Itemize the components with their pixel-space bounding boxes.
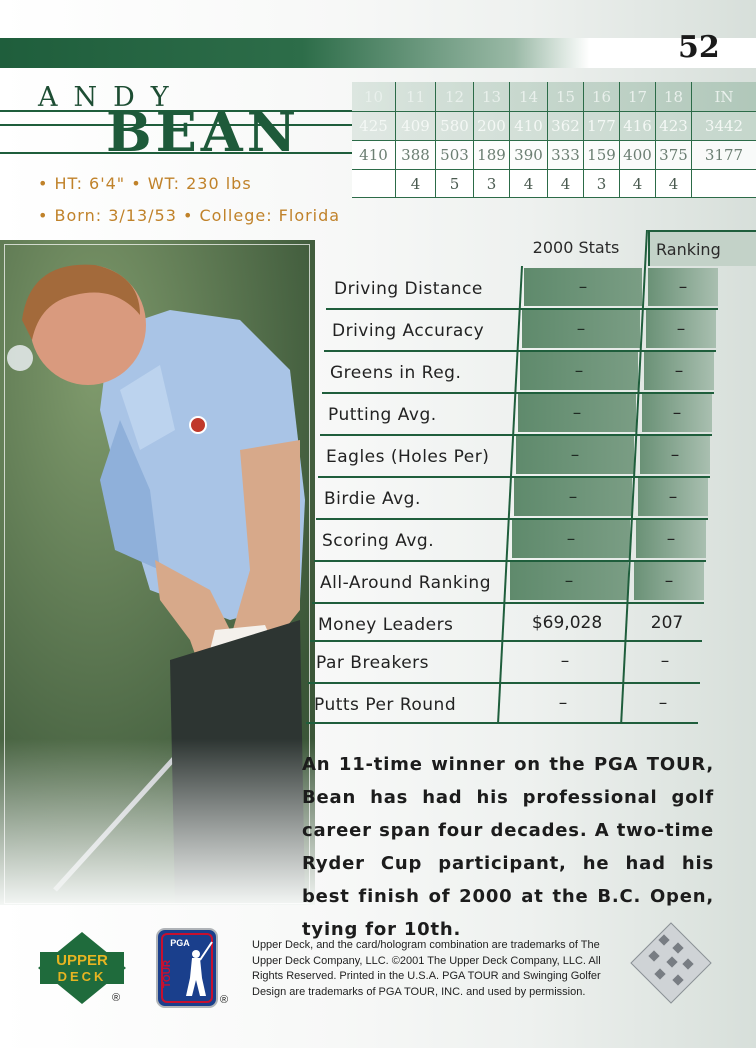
scorecard-cell: 10: [352, 82, 396, 111]
scorecard-cell: 15: [548, 82, 584, 111]
stat-rank: –: [644, 352, 714, 390]
stat-rule: [306, 722, 698, 724]
scorecard-rule: [352, 111, 756, 112]
scorecard-yardage-row-a: [352, 111, 756, 140]
stat-value: –: [522, 310, 640, 348]
scorecard-cell: 11: [396, 82, 436, 111]
scorecard-cell: 410: [510, 111, 548, 140]
stat-label: Driving Distance: [334, 278, 483, 299]
ud-registered-mark: ®: [112, 992, 121, 1004]
scorecard-cell: 409: [396, 111, 436, 140]
scorecard-cell: 177: [584, 111, 620, 140]
legal-text: Upper Deck, and the card/hologram combination are trademarks of The Upper Deck Company, LLC. ©2001 The Upper Deck Company, LLC. All Rights Reserved. Printed in the U.S.A. PGA TOUR and Swinging Golfer Design are trademarks of PGA TOUR, INC. and used by permission.: [252, 939, 601, 998]
scorecard-cell: 4: [656, 169, 692, 198]
scorecard-cell: 375: [656, 140, 692, 169]
scorecard-holes-row: [352, 82, 756, 111]
stat-label: Greens in Reg.: [330, 362, 462, 383]
stat-value: –: [520, 352, 638, 390]
stat-value: –: [518, 394, 636, 432]
stats-column-header: 2000 Stats: [532, 237, 620, 257]
scorecard-cell: IN: [714, 87, 734, 106]
stat-value: –: [510, 562, 628, 600]
stat-value: –: [558, 693, 568, 713]
scorecard-cell: 3: [474, 169, 510, 198]
scorecard-cell: [352, 169, 396, 198]
scorecard-cell: 390: [510, 140, 548, 169]
scorecard-cell: 4: [396, 169, 436, 198]
scorecard-cell: 503: [436, 140, 474, 169]
player-first-name: ANDY: [38, 82, 185, 113]
ranking-column-header: Ranking: [648, 230, 756, 266]
scorecard-cell: 5: [436, 169, 474, 198]
scorecard-cell: 189: [474, 140, 510, 169]
player-bio-text: An 11-time winner on the PGA TOUR, Bean has had his professional golf career span four decades. A two-time Ryder Cup participant, he had his best finish of 2000 at the B.C. Open, tying for 10th.: [302, 754, 714, 940]
stat-rank: –: [640, 436, 710, 474]
stat-label: Money Leaders: [318, 614, 454, 635]
scorecard-rule: [352, 197, 756, 198]
stat-label: Birdie Avg.: [324, 488, 421, 509]
stat-rank: –: [636, 520, 706, 558]
stat-label: Putts Per Round: [314, 694, 457, 715]
scorecard-cell: 18: [656, 82, 692, 111]
scorecard-cell: 416: [620, 111, 656, 140]
scorecard-par-row: [352, 169, 756, 198]
player-last-name: BEAN: [106, 100, 301, 164]
scorecard-cell: 410: [352, 140, 396, 169]
stat-rank: –: [658, 693, 668, 713]
hologram-graphic: [630, 922, 712, 1004]
stat-label: Par Breakers: [316, 652, 429, 673]
stat-label: All-Around Ranking: [320, 572, 491, 593]
scorecard-cell: 423: [656, 111, 692, 140]
stat-rank: –: [660, 651, 670, 671]
pga-registered-mark: ®: [220, 994, 229, 1006]
stat-rank: 207: [650, 613, 684, 633]
stat-value: –: [524, 268, 642, 306]
scorecard-rule: [352, 169, 756, 170]
scorecard-cell: 159: [584, 140, 620, 169]
stat-rank: –: [648, 268, 718, 306]
scorecard-cell: 16: [584, 82, 620, 111]
scorecard-cell: 13: [474, 82, 510, 111]
hologram-icon: [630, 922, 712, 1004]
scorecard-cell: [692, 169, 756, 198]
pga-tour-logo: [156, 928, 229, 1008]
scorecard-cell: 4: [548, 169, 584, 198]
bio-born-college: • Born: 3/13/53 • College: Florida: [38, 206, 341, 225]
stat-value: –: [514, 478, 632, 516]
stat-rank: –: [638, 478, 708, 516]
scorecard-cell: 17: [620, 82, 656, 111]
scorecard-cell: 4: [510, 169, 548, 198]
bio-height-weight: • HT: 6'4" • WT: 230 lbs: [38, 174, 252, 193]
ud-text-upper: UPPER: [56, 952, 108, 969]
stat-label: Scoring Avg.: [322, 530, 435, 551]
ud-text-deck: DECK: [57, 969, 107, 984]
scorecard-cell: 12: [436, 82, 474, 111]
scorecard-cell: 3442: [704, 116, 744, 135]
stat-rank: –: [642, 394, 712, 432]
scorecard-cell: 333: [548, 140, 584, 169]
stat-value: $69,028: [531, 613, 603, 633]
scorecard-cell: 362: [548, 111, 584, 140]
stat-label: Putting Avg.: [328, 404, 437, 425]
card-number: 52: [678, 30, 720, 65]
scorecard-cell: 3177: [704, 145, 744, 164]
photo-frame: [4, 244, 310, 904]
scorecard-cell: 400: [620, 140, 656, 169]
scorecard-yardage-row-b: [352, 140, 756, 169]
pga-text: PGA: [170, 938, 190, 948]
pga-tour-logo-graphic: [156, 928, 218, 1008]
upper-deck-logo: [36, 930, 128, 1006]
scorecard-cell: 3: [584, 169, 620, 198]
tour-text: TOUR: [162, 959, 173, 988]
scorecard-grid: [352, 82, 756, 198]
stat-value: –: [512, 520, 630, 558]
scorecard-cell: 388: [396, 140, 436, 169]
stat-label: Eagles (Holes Per): [326, 446, 490, 467]
stat-value: –: [560, 651, 570, 671]
scorecard-rule: [352, 140, 756, 141]
stat-value: –: [516, 436, 634, 474]
scorecard-cell: 425: [352, 111, 396, 140]
stat-rank: –: [634, 562, 704, 600]
scorecard-cell: 580: [436, 111, 474, 140]
header-band: [0, 38, 756, 68]
stat-label: Driving Accuracy: [332, 320, 485, 341]
scorecard-cell: 14: [510, 82, 548, 111]
scorecard-cell: 200: [474, 111, 510, 140]
stat-rank: –: [646, 310, 716, 348]
scorecard-cell: 4: [620, 169, 656, 198]
